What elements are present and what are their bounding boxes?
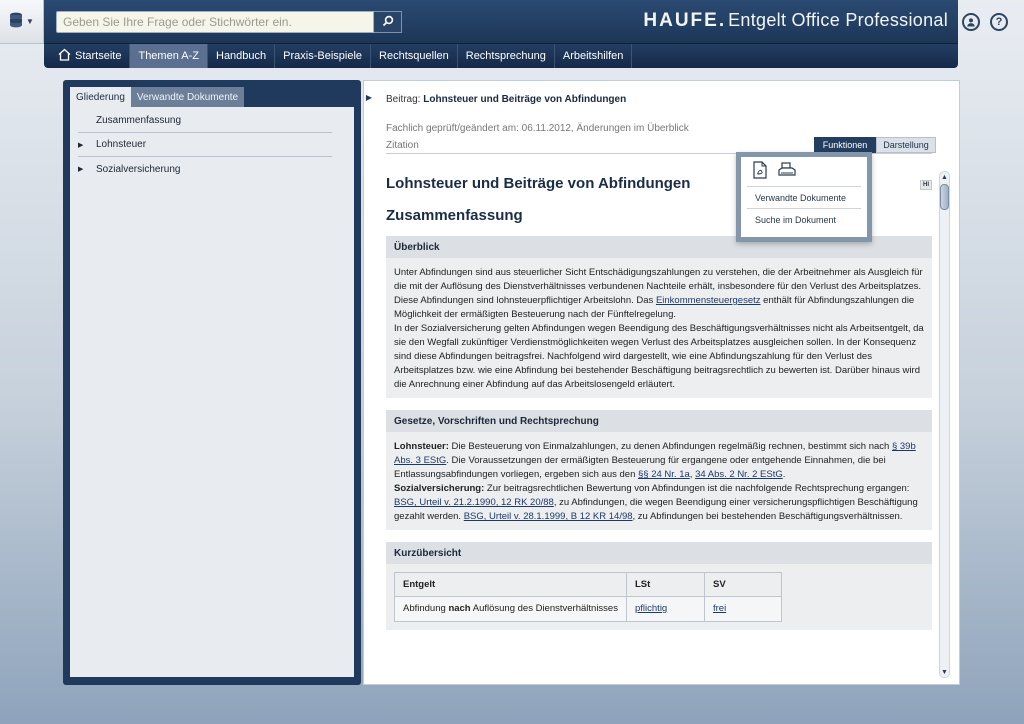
document-subtitle: Zusammenfassung [386,207,523,224]
text: Zur beitragsrechtlichen Bewertung von Abfindungen ist die nachfolgende Rechtsprechung ergangen: [484,483,910,494]
scroll-down-icon[interactable]: ▼ [941,668,948,676]
nav-rechtsquellen[interactable] [371,44,458,68]
header-right-icons [962,11,1020,33]
toc-item-lohnsteuer[interactable] [78,133,332,157]
paragraph [394,266,924,322]
darstellung-button[interactable]: Darstellung [876,137,936,153]
nav-label: Rechtsquellen [379,50,449,62]
toc-label: Lohnsteuer [96,139,147,150]
nav-label: Startseite [75,50,122,62]
text: Abfindung [403,603,449,614]
text: , zu Abfindungen bei bestehenden Beschäftigungsverhältnissen. [632,511,903,522]
nav-label: Praxis-Beispiele [283,50,363,62]
text: , zu Abfindungen, die wegen Beendigung einer versicherungspflichtigen Beschäftigung gezahlt werden. [394,497,918,522]
nav-label: Themen A-Z [138,50,199,62]
table-cell [395,597,627,622]
link-24-nr-1a[interactable]: §§ 24 Nr. 1a [638,469,690,480]
nav-label: Handbuch [216,50,267,62]
link-bsg-1999[interactable]: BSG, Urteil v. 28.1.1999, B 12 KR 14/98 [463,511,633,522]
nav-label: Rechtsprechung [465,50,546,62]
funktionen-button[interactable]: Funktionen [814,137,876,153]
user-icon[interactable] [962,13,980,31]
scroll-thumb[interactable] [940,184,949,210]
paragraph [394,440,924,482]
app-menu-button[interactable] [0,0,44,44]
expand-triangle-icon[interactable]: ▶ [78,141,84,149]
text: Unter Abfindungen sind aus steuerlicher Sicht Entschädigungszahlungen zu verstehen, die der Arbeitnehmer als Ausgleich für die mit der Auflösung des Dienstverhältnisses verbundenen Nachteile erhält, insbesondere für den Verlust des Arbeitsplatzes. Diese Abfindungen sind lohnsteuerpflichtiger Arbeitslohn. Das [394,267,923,306]
section-text [386,258,932,394]
section-gesetze [386,410,932,530]
scroll-up-icon[interactable]: ▲ [941,173,948,181]
citation-link[interactable]: Zitation [386,140,419,151]
article-prefix: Beitrag: [386,94,421,105]
review-date: Fachlich geprüft/geändert am: 06.11.2012, Änderungen im Überblick [386,123,689,134]
section-heading: Kurzübersicht [386,542,932,564]
brand-logo [643,10,948,34]
link-pflichtig[interactable]: pflichtig [635,603,668,614]
label-lohnsteuer: Lohnsteuer: [394,441,449,452]
nav-themen-a-z[interactable] [130,44,208,68]
pdf-icon[interactable] [753,161,767,182]
outline-panel [63,80,361,685]
tab-gliederung[interactable]: Gliederung [70,87,131,107]
brand-product-name: Entgelt Office Professional [728,10,948,30]
outline-tabs [70,87,354,107]
header-bar [44,0,958,44]
document-body [386,167,932,675]
column-header: Entgelt [395,573,627,597]
funktionen-dropdown [736,152,872,242]
toc-item-sozialversicherung[interactable] [78,157,332,181]
document-title: Lohnsteuer und Beiträge von Abfindungen [386,175,691,192]
nav-label: Arbeitshilfen [562,50,624,62]
database-icon [9,12,23,31]
toc-label: Sozialversicherung [96,163,181,175]
nav-rechtsprechung[interactable] [458,44,555,68]
section-kurzuebersicht [386,542,932,630]
text: . Die Voraussetzungen der ermäßigten Besteuerung für ergangene oder entgehende Einnahmen, die bei Entlassungsabfindungen vorliegen, ergeben sich aus den [394,455,886,480]
text: nach [448,603,471,614]
text: enthält für Abfindungszahlungen die Möglichkeit der ermäßigten Besteuerung nach der Fünftelregelung. [394,295,915,320]
article-title: Lohnsteuer und Beiträge von Abfindungen [423,94,627,105]
section-heading: Überblick [386,236,932,258]
search-button[interactable] [374,11,402,33]
main-nav [44,44,958,68]
help-icon[interactable]: ? [990,13,1008,31]
toc-label: Zusammenfassung [96,115,182,126]
link-39b-estg[interactable]: § 39b Abs. 3 EStG [394,441,916,466]
column-header: SV [705,573,782,597]
article-header [386,94,626,105]
search-input[interactable] [56,11,374,33]
toc-item-zusammenfassung[interactable] [78,109,332,133]
label-sozialversicherung: Sozialversicherung: [394,483,485,494]
text: , [689,469,696,480]
nav-startseite[interactable] [50,44,130,68]
menu-item-verwandte-dokumente[interactable]: Verwandte Dokumente [747,187,861,209]
print-icon[interactable] [777,162,797,181]
tab-verwandte-dokumente[interactable]: Verwandte Dokumente [131,87,244,107]
home-icon [58,48,71,64]
link-frei[interactable]: frei [713,603,727,614]
hi-badge[interactable]: HI [920,180,932,190]
link-einkommensteuergesetz[interactable]: Einkommensteuergesetz [655,295,761,306]
section-ueberblick [386,236,932,398]
document-scrollbar[interactable] [939,171,950,678]
table-row [395,597,782,622]
caret-down-icon: ▼ [26,17,34,26]
outline-tree [70,107,354,677]
column-header: LSt [627,573,705,597]
section-text [386,432,932,526]
section-heading: Gesetze, Vorschriften und Rechtsprechung [386,410,932,432]
link-34-estg[interactable]: 34 Abs. 2 Nr. 2 EStG [695,469,783,480]
expand-triangle-icon[interactable]: ▶ [78,166,84,173]
paragraph [394,482,924,524]
nav-handbuch[interactable] [208,44,275,68]
menu-item-suche-im-dokument[interactable]: Suche im Dokument [755,215,837,225]
table-header-row [395,573,782,597]
nav-praxis-beispiele[interactable] [275,44,371,68]
summary-table [394,572,782,622]
text: Die Besteuerung von Einmalzahlungen, zu denen Abfindungen regelmäßig rechnen, bestimmt sich nach [448,441,892,452]
link-bsg-1990[interactable]: BSG, Urteil v. 21.2.1990, 12 RK 20/88 [394,497,554,508]
table-cell [705,597,782,622]
collapse-panel-icon[interactable]: ▶ [365,92,373,102]
brand-logo-text: HAUFE. [643,10,727,31]
text: Auflösung des Dienstverhältnisses [470,603,618,614]
table-cell [627,597,705,622]
paragraph: In der Sozialversicherung gelten Abfindungen wegen Beendigung des Beschäftigungsverhältnisses nicht als Arbeitsentgelt, da sie den Wegfall zukünftiger Verdienstmöglichkeiten wegen Verlust des Arbeitsplatzes ausgleichen sollen. In der Konsequenz sind diese Abfindungen beitragsfrei. Nachfolgend wird dargestellt, wie eine Abfindungszahlung für den Verlust des Arbeitsplatzes bzw. wie eine Abfindung bei bestehender Beschäftigung beitragsrechtlich zu bewerten ist. Darüber hinaus wird die Anrechnung einer Abfindung auf das Arbeitslosengeld erläutert. [394,323,924,390]
search-icon [382,15,394,30]
menu-icon-row [747,157,861,187]
nav-arbeitshilfen[interactable] [555,44,633,68]
text: . [782,469,786,480]
